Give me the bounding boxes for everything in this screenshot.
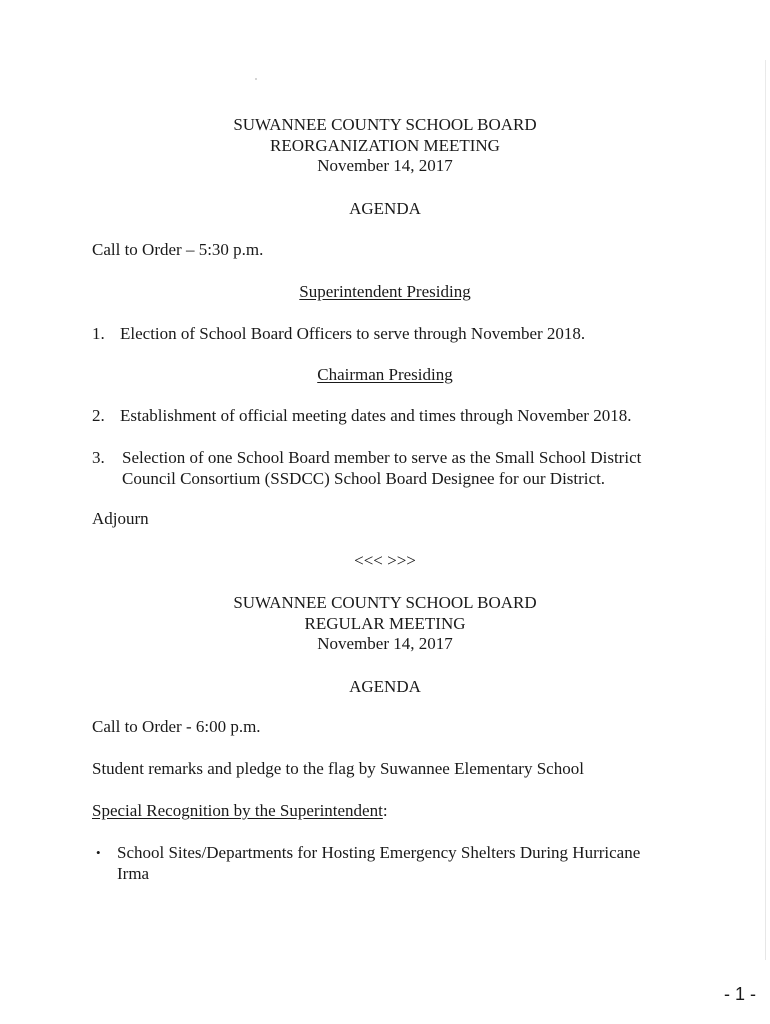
regular-meeting-type: REGULAR MEETING <box>304 614 466 633</box>
regular-board-name: SUWANNEE COUNTY SCHOOL BOARD <box>233 593 537 612</box>
bullet-icon: • <box>96 845 101 860</box>
reorg-meeting-type: REORGANIZATION MEETING <box>270 136 500 155</box>
reorg-item1-number: 1. <box>92 324 105 343</box>
student-remarks: Student remarks and pledge to the flag by Suwannee Elementary School <box>92 759 584 778</box>
reorg-date: November 14, 2017 <box>317 156 453 175</box>
reorg-item3-line1: Selection of one School Board member to serve as the Small School District <box>122 448 642 467</box>
reorg-section-chairman-presiding: Chairman Presiding <box>317 365 453 384</box>
scan-speck <box>255 78 257 80</box>
reorg-adjourn: Adjourn <box>92 509 149 528</box>
regular-agenda-label: AGENDA <box>349 677 421 696</box>
special-recognition-heading <box>92 801 388 821</box>
recognition-item-line1: School Sites/Departments for Hosting Emergency Shelters During Hurricane <box>117 843 641 862</box>
reorg-item3-number: 3. <box>92 448 105 467</box>
reorg-item2-number: 2. <box>92 406 105 425</box>
reorg-item2-text: Establishment of official meeting dates and times through November 2018. <box>120 406 632 425</box>
reorg-board-name: SUWANNEE COUNTY SCHOOL BOARD <box>233 115 537 134</box>
reorg-section-superintendent-presiding: Superintendent Presiding <box>299 282 471 301</box>
special-recognition-colon: : <box>382 801 388 820</box>
recognition-item-line2: Irma <box>117 864 150 883</box>
scan-edge-line <box>765 60 766 960</box>
reorg-item1-text: Election of School Board Officers to serve through November 2018. <box>120 324 586 343</box>
regular-call-to-order: Call to Order - 6:00 p.m. <box>92 717 261 736</box>
reorg-item3-line2: Council Consortium (SSDCC) School Board Designee for our District. <box>122 469 606 488</box>
page-number: - 1 - <box>723 984 756 1004</box>
special-recognition-heading-text: Special Recognition by the Superintendent <box>92 801 383 820</box>
reorg-call-to-order: Call to Order – 5:30 p.m. <box>92 240 264 259</box>
section-separator: <<< >>> <box>354 551 416 570</box>
regular-date: November 14, 2017 <box>317 634 453 653</box>
reorg-agenda-label: AGENDA <box>349 199 421 218</box>
